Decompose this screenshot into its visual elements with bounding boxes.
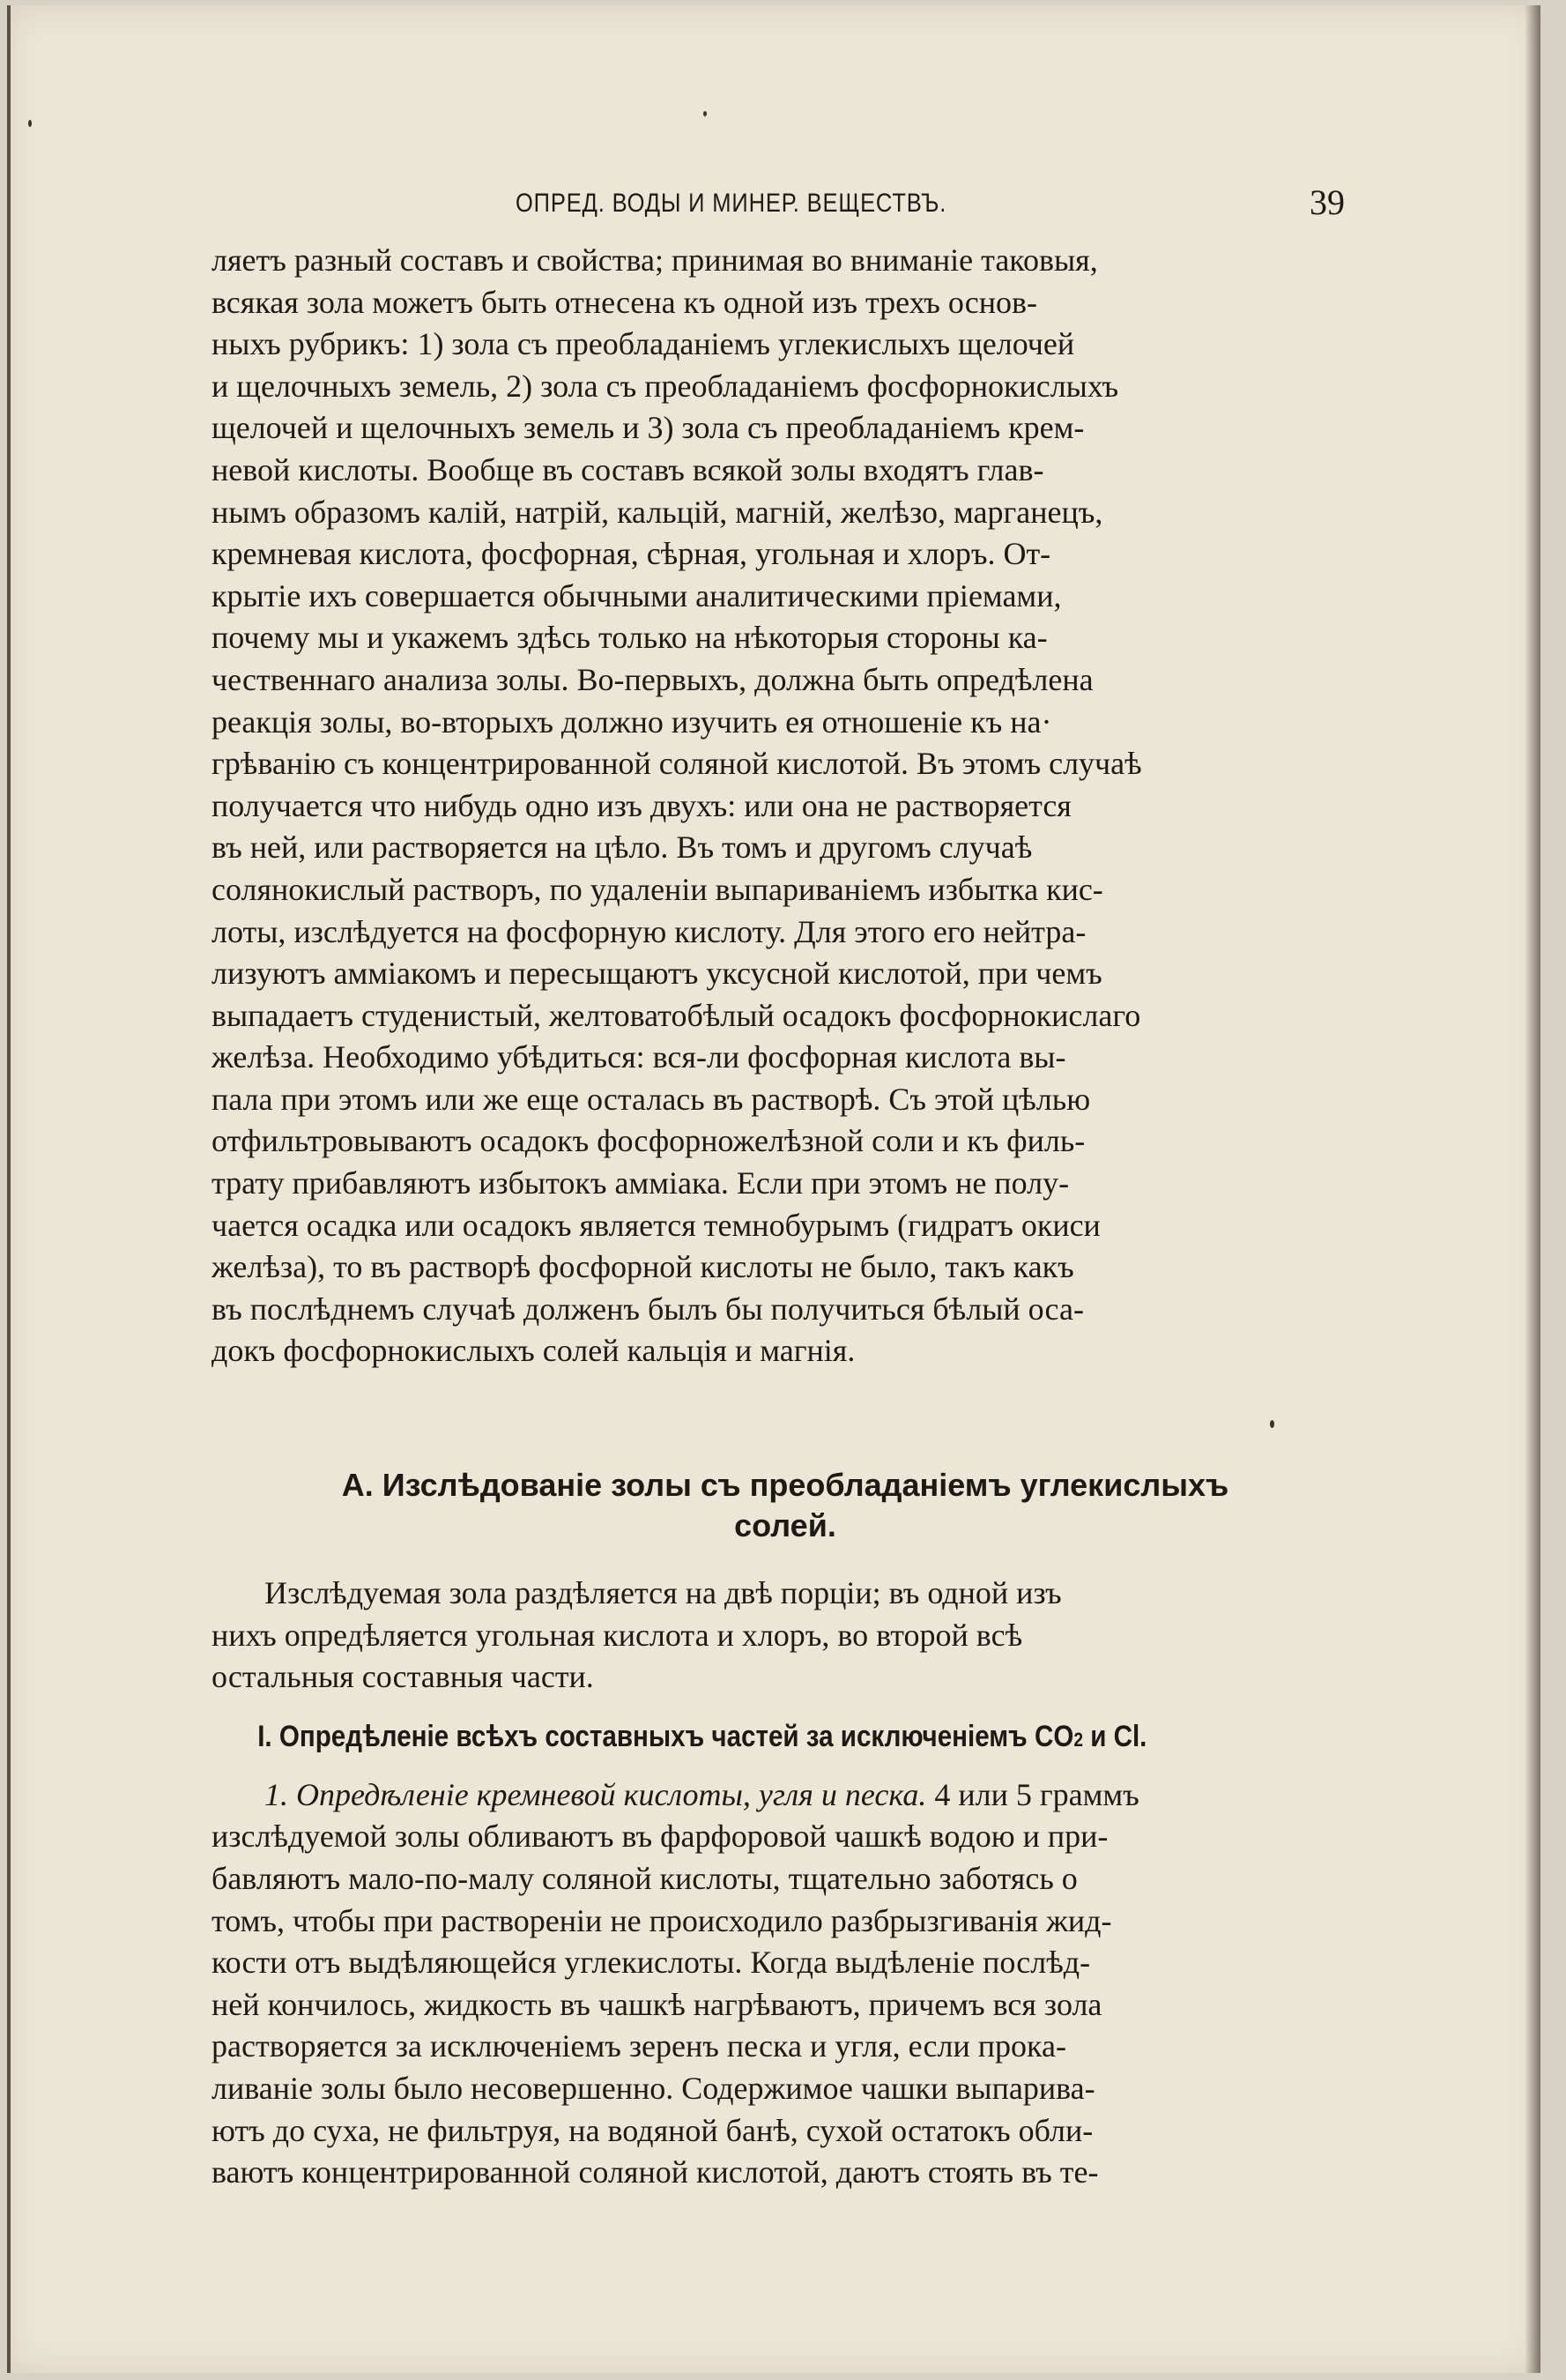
page-number: 39: [1310, 182, 1345, 222]
subheading-text: I. Опредѣленіе всѣхъ составныхъ частей за исключеніемъ CO: [257, 1719, 1074, 1753]
page-binding-edge: [7, 5, 11, 2373]
subheading-subscript: 2: [1073, 1728, 1083, 1751]
section-heading: А. Изслѣдованіе золы съ преобладаніемъ углекислыхъ солей.: [341, 1467, 1229, 1544]
page-content: [212, 178, 1359, 2194]
paragraph-first-line-rest: 4 или 5 граммъ: [926, 1776, 1139, 1812]
running-title: ОПРЕД. ВОДЫ И МИНЕР. ВЕЩЕСТВЪ.: [516, 189, 947, 218]
paragraph-silica-text: изслѣдуемой золы обливаютъ въ фарфоровой чашкѣ водою и при- бавляютъ мало-по-малу соляной кислоты, тщательно заботясь о томъ, чтобы при раствореніи не происходило разбрызгиванія жид- кости отъ выдѣляющейся углекислоты. Когда выдѣленіе послѣд- ней кончилось, жидкость въ чашкѣ нагрѣваютъ, причемъ вся зола растворяется за исключеніемъ зеренъ песка и угля, если прока- ливаніе золы было несовершенно. Содержимое чашки выпарива- ютъ до суха, не фильтруя, на водяной банѣ, сухой остатокъ обли- ваютъ концентрированной соляной кислотой, даютъ стоять въ те-: [212, 1818, 1112, 2190]
paragraph-section-intro-text: Изслѣдуемая зола раздѣляется на двѣ порціи; въ одной изъ нихъ опредѣляется угольная кислота и хлоръ, во второй всѣ остальныя составныя части.: [212, 1575, 1062, 1695]
running-head: [212, 178, 1359, 240]
subheading: [212, 1714, 1210, 1762]
paper-speck: [28, 120, 32, 127]
page-edge-shadow: [1525, 5, 1540, 2373]
paragraph-continued: ляетъ разный составъ и свойства; принимая во вниманіе таковыя, всякая зола можетъ быть отнесена къ одной изъ трехъ основ- ныхъ рубрикъ: 1) зола съ преобладаніемъ углекислыхъ щелочей и щелочныхъ земель, 2) зола съ преобладаніемъ фосфорнокислыхъ щелочей и щелочныхъ земель и 3) зола съ преобладаніемъ крем- невой кислоты. Вообще въ составъ всякой золы входятъ глав- нымъ образомъ калій, натрій, кальцій, магній, желѣзо, марганецъ, кремневая кислота, фосфорная, сѣрная, угольная и хлоръ. От- крытіе ихъ совершается обычными аналитическими пріемами, почему мы и укажемъ здѣсь только на нѣкоторыя стороны ка- чественнаго анализа золы. Во-первыхъ, должна быть опредѣлена реакція золы, во-вторыхъ должно изучить ея отношеніе къ на· грѣванію съ концентрированной соляной кислотой. Въ этомъ случаѣ получается что нибудь одно изъ двухъ: или она не растворяется въ ней, или растворяется на цѣло. Въ томъ и другомъ случаѣ солянокислый растворъ, по удаленіи выпариваніемъ избытка кис- лоты, изслѣдуется на фосфорную кислоту. Для этого его нейтра- лизуютъ амміакомъ и пересыщаютъ уксусной кислотой, при чемъ выпадаетъ студенистый, желтоватобѣлый осадокъ фосфорнокислаго желѣза. Необходимо убѣдиться: вся-ли фосфорная кислота вы- пала при этомъ или же еще осталась въ растворѣ. Съ этой цѣлью отфильтровываютъ осадокъ фосфорножелѣзной соли и къ филь- трату прибавляютъ избытокъ амміака. Если при этомъ не полу- чается осадка или осадокъ является темнобурымъ (гидратъ окиси желѣза), то въ растворѣ фосфорной кислоты не было, такъ какъ въ послѣднемъ случаѣ долженъ былъ бы получиться бѣлый оса- докъ фосфорнокислыхъ солей кальція и магнія.: [212, 242, 1142, 1369]
paragraph-silica-determination: [212, 1774, 1359, 2194]
paper-speck: [1270, 1420, 1274, 1428]
paragraph-section-intro: [212, 1573, 1359, 1699]
paragraph-italic-lead: 1. Опредѣленіе кремневой кислоты, угля и песка.: [264, 1776, 927, 1812]
subheading-tail: и Cl.: [1082, 1719, 1147, 1753]
book-page: [7, 5, 1540, 2373]
paper-speck: [703, 111, 707, 116]
